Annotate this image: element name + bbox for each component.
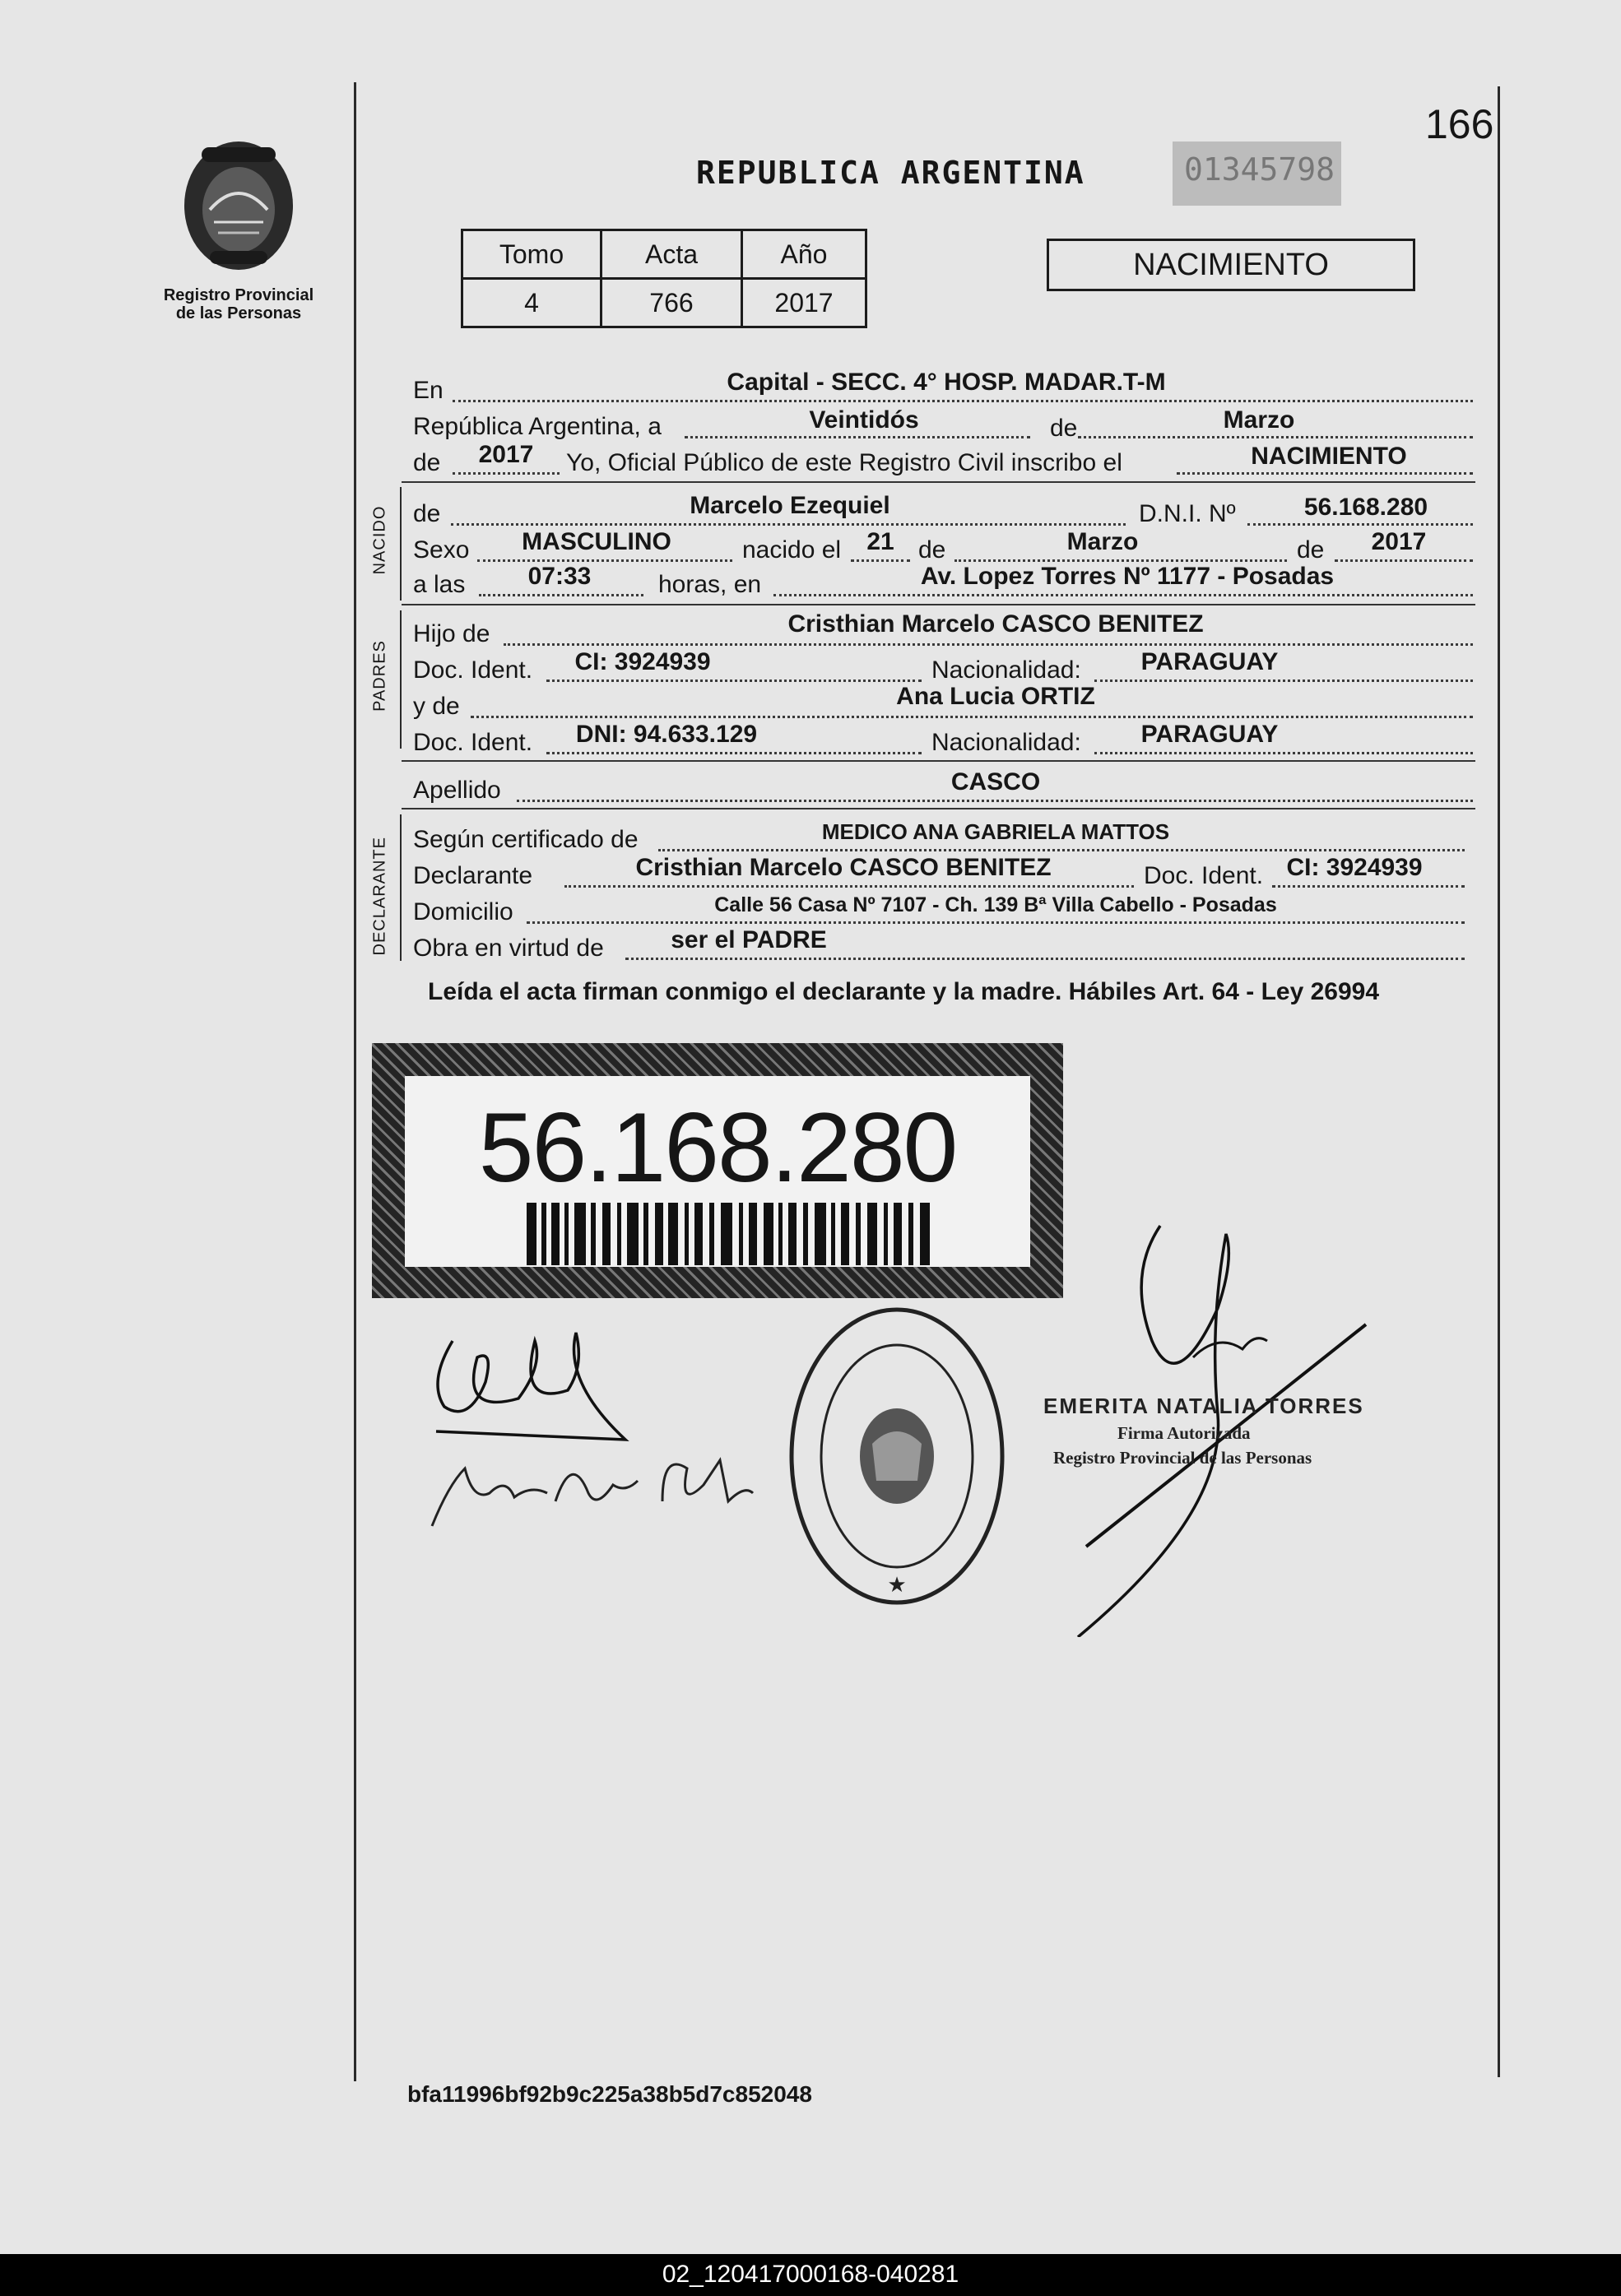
official-name: EMERITA NATALIA TORRES [1043,1394,1364,1418]
dots [658,849,1465,851]
year-value: 2017 [478,441,534,468]
section-divider [402,808,1475,809]
serial-number-stamp: 01345798 [1173,141,1341,206]
dots [1078,436,1473,438]
doc-label: Doc. Ident. [413,656,533,684]
republica-label: República Argentina, a [413,413,662,440]
dots [504,643,1473,646]
hora-label: a las [413,571,466,598]
register-header-row [462,230,866,279]
child-name-value: Marcelo Ezequiel [690,492,890,519]
registry-caption: Registro Provincial de las Personas [163,286,314,322]
dots [451,523,1126,526]
hijo-label: Hijo de [413,620,490,647]
doc-label: Doc. Ident. [413,729,533,756]
province-seal-icon [177,136,300,280]
barcode-icon [527,1203,938,1265]
surname-value: CASCO [950,768,1041,795]
dni-number-large: 56.168.280 [478,1092,957,1203]
father-doc-value: CI: 3924939 [574,648,711,675]
dots [1335,559,1473,562]
dots [1094,752,1473,754]
section-divider [402,604,1475,605]
dni-barcode-block [372,1043,1063,1298]
footer-code: 02_120417000168-040281 [662,2261,959,2288]
register-value-tomo: 4 [462,279,601,327]
register-header-tomo: Tomo [462,230,601,279]
register-header-acta: Acta [601,230,742,279]
dots [1272,885,1465,888]
birth-place-value: Av. Lopez Torres Nº 1177 - Posadas [920,563,1335,590]
register-table [461,229,867,328]
dots [1094,680,1473,682]
page-number: 166 [1425,101,1494,147]
dots [564,885,1134,888]
dots [479,594,643,596]
address-value: Calle 56 Casa Nº 7107 - Ch. 139 Bª Villa Cabello - Posadas [714,893,1277,916]
nacido-label: nacido el [742,536,842,564]
document-title: REPUBLICA ARGENTINA [696,155,1085,191]
official-org: Registro Provincial de las Personas [1053,1448,1312,1468]
dots [527,921,1465,924]
footer-bar [0,2254,1621,2296]
domicilio-label: Domicilio [413,898,513,925]
birth-day-value: 21 [866,528,894,555]
section-bracket [400,610,402,749]
dots [453,400,1473,402]
certificado-label: Según certificado de [413,826,639,853]
de-label: de [413,500,441,527]
de-label: de [1050,415,1078,442]
de-label: de [1297,536,1325,564]
dni-label: D.N.I. Nº [1139,500,1236,527]
document-hash: bfa11996bf92b9c225a38b5d7c852048 [407,2081,812,2107]
doc-label: Doc. Ident. [1144,862,1264,889]
declarant-signature [420,1316,642,1448]
section-bracket [400,814,402,961]
oficial-text: Yo, Oficial Público de este Registro Civil inscribo el [566,449,1122,476]
declarante-label: Declarante [413,862,533,889]
obra-label: Obra en virtud de [413,935,604,962]
dots [453,472,560,475]
section-divider [402,760,1475,762]
certificate-value: MEDICO ANA GABRIELA MATTOS [821,819,1170,844]
month-value: Marzo [1223,406,1295,434]
en-label: En [413,377,444,404]
mother-name-value: Ana Lucia ORTIZ [896,683,1095,710]
mother-signature [416,1436,761,1534]
dots [773,594,1473,596]
register-value-row [462,279,866,327]
birth-time-value: 07:33 [527,563,592,590]
de-label: de [918,536,946,564]
declarant-name-value: Cristhian Marcelo CASCO BENITEZ [635,854,1052,881]
nacionalidad-label: Nacionalidad: [931,729,1081,756]
yde-label: y de [413,693,460,720]
child-dni-value: 56.168.280 [1303,494,1428,521]
birth-month-value: Marzo [1066,528,1139,555]
dots [1177,472,1473,475]
father-nationality-value: PARAGUAY [1140,648,1279,675]
mother-nationality-value: PARAGUAY [1140,721,1279,748]
section-label-padres: PADRES [370,640,389,712]
declarant-doc-value: CI: 3924939 [1286,854,1423,881]
official-role: Firma Autorizada [1117,1423,1251,1443]
dots [1247,523,1473,526]
de-label: de [413,449,441,476]
dots [477,559,732,562]
section-label-declarante: DECLARANTE [370,837,389,956]
register-value-anio: 2017 [742,279,866,327]
dots [954,559,1287,562]
mother-doc-value: DNI: 94.633.129 [575,721,758,748]
section-label-nacido: NACIDO [370,505,389,575]
dots [517,800,1473,802]
day-words-value: Veintidós [809,406,919,434]
dots [546,752,922,754]
sexo-label: Sexo [413,536,470,564]
svg-text:★: ★ [887,1573,907,1598]
dots [625,958,1465,960]
apellido-label: Apellido [413,777,501,804]
father-name-value: Cristhian Marcelo CASCO BENITEZ [787,610,1204,638]
horas-label: horas, en [658,571,762,598]
dots [851,559,910,562]
dots [471,716,1473,718]
section-bracket [400,487,402,601]
nacionalidad-label: Nacionalidad: [931,656,1081,684]
registry-stamp-icon [786,1304,1008,1608]
right-margin-line [1498,86,1500,2077]
left-margin-line [354,82,356,2081]
place-value: Capital - SECC. 4° HOSP. MADAR.T-M [727,369,1166,396]
sex-value: MASCULINO [522,528,671,555]
dots [546,680,922,682]
dots [685,436,1030,438]
section-divider [402,481,1475,483]
birth-year-value: 2017 [1371,528,1427,555]
record-type-box: NACIMIENTO [1047,239,1415,291]
reason-value: ser el PADRE [671,926,827,953]
closing-note: Leída el acta firman conmigo el declarante y la madre. Hábiles Art. 64 - Ley 26994 [428,978,1380,1005]
register-header-anio: Año [742,230,866,279]
register-value-acta: 766 [601,279,742,327]
inscription-type-value: NACIMIENTO [1251,443,1407,470]
